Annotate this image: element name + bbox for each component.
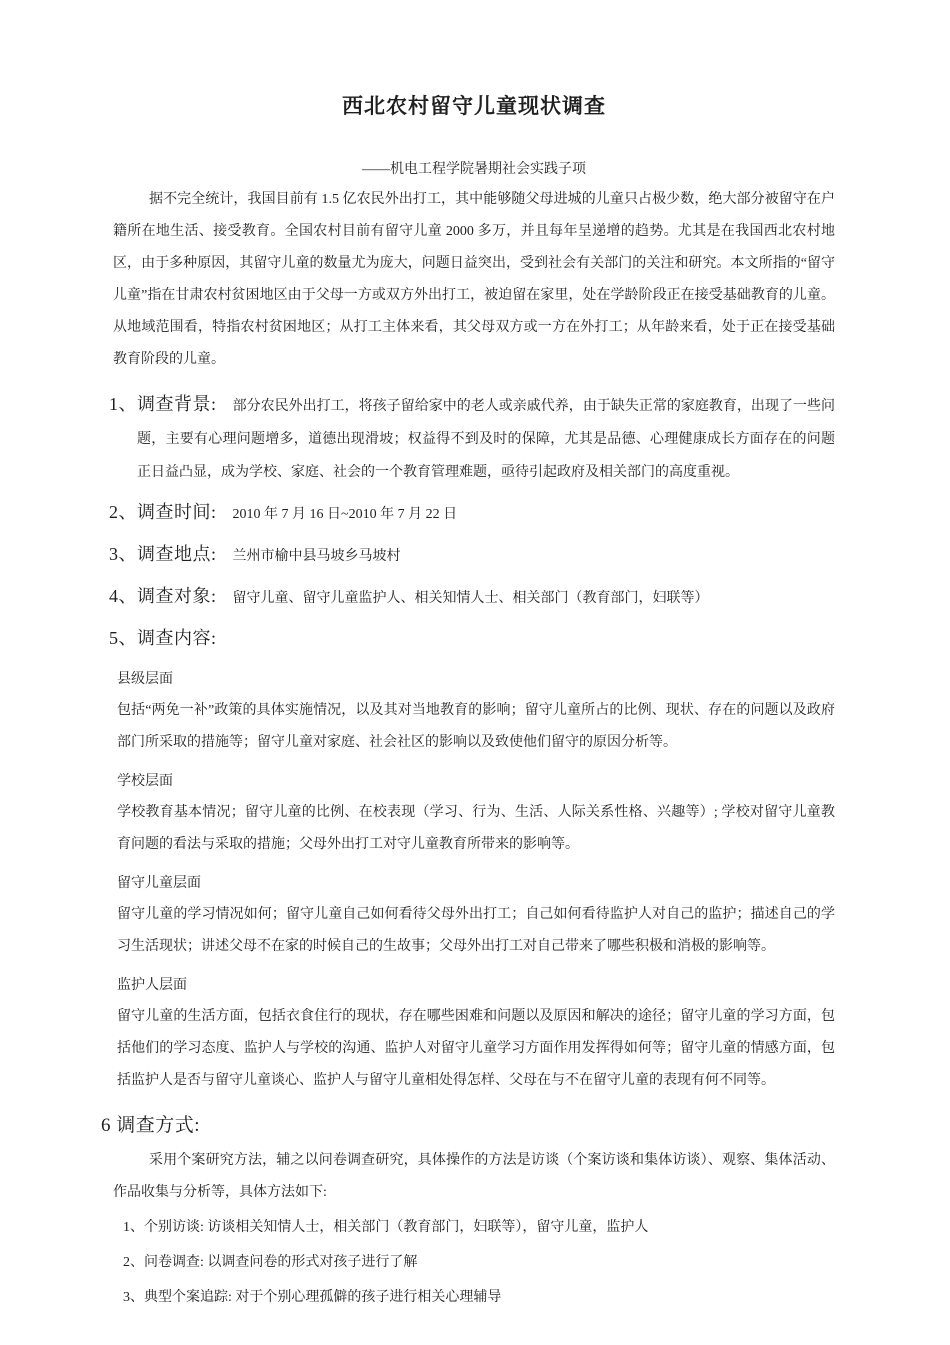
section-6-method-heading: 6 调查方式: [101, 1115, 201, 1136]
layer-county-title: 县级层面 [117, 672, 173, 687]
section-1-background [109, 388, 835, 489]
section-4-content: 留守儿童、留守儿童监护人、相关知情人士、相关部门（教育部门，妇联等） [232, 591, 709, 606]
document-subtitle: ——机电工程学院暑期社会实践子项 [362, 162, 586, 177]
layer-school-body: 学校教育基本情况；留守儿童的比例、在校表现（学习、行为、生活、人际关系性格、兴趣等）; 学校对留守儿童教育问题的看法与采取的措施；父母外出打工对守儿童教育所带来的影响等。 [117, 805, 835, 852]
method-item-interview: 1、个别访谈: 访谈相关知情人士，相关部门（教育部门，妇联等），留守儿童，监护人 [123, 1220, 649, 1235]
section-3-heading: 3、调查地点: [109, 544, 217, 564]
section-5-content-heading [109, 622, 835, 657]
intro-paragraph: 据不完全统计，我国目前有 1.5 亿农民外出打工，其中能够随父母进城的儿童只占极少数，绝大部分被留守在户籍所在地生活、接受教育。全国农村目前有留守儿童 2000 多万，并且每年呈递增的趋势。尤其是在我国西北农村地区，由于多种原因，其留守儿童的数量尤为庞大，问题日益突出，受到社会有关部门的关注和研究。本文所指的“留守儿童”指在甘肃农村贫困地区由于父母一方或双方外出打工，被迫留在家里，处在学龄阶段正在接受基础教育的儿童。从地域范围看，特指农村贫困地区；从打工主体来看，其父母双方或一方在外打工；从年龄来看，处于正在接受基础教育阶段的儿童。 [113, 192, 835, 367]
layer-school-title: 学校层面 [117, 774, 173, 789]
section-3-content: 兰州市榆中县马坡乡马坡村 [232, 549, 401, 564]
section-3-location [109, 538, 835, 573]
method-item-case-tracking: 3、典型个案追踪: 对于个别心理孤僻的孩子进行相关心理辅导 [123, 1290, 502, 1305]
section-4-heading: 4、调查对象: [109, 586, 217, 606]
survey-content-layers [113, 665, 835, 1097]
layer-guardian-body: 留守儿童的生活方面，包括衣食住行的现状，存在哪些困难和问题以及原因和解决的途径；留守儿童的学习方面，包括他们的学习态度、监护人与学校的沟通、监护人对留守儿童学习方面作用发挥得如何等；留守儿童的情感方面，包括监护人是否与留守儿童谈心、监护人与留守儿童相处得怎样、父母在与不在留守儿童的表现有何不同等。 [117, 1009, 835, 1088]
section-1-content: 部分农民外出打工，将孩子留给家中的老人或亲戚代养，由于缺失正常的家庭教育，出现了一些问题，主要有心理问题增多，道德出现滑坡；权益得不到及时的保障，尤其是品德、心理健康成长方面存在的问题正日益凸显，成为学校、家庭、社会的一个教育管理难题，亟待引起政府及相关部门的高度重视。 [137, 399, 835, 480]
section-2-content: 2010 年 7 月 16 日~2010 年 7 月 22 日 [232, 507, 458, 522]
section-2-heading: 2、调查时间: [109, 502, 217, 522]
layer-county-body: 包括“两免一补”政策的具体实施情况，以及其对当地教育的影响；留守儿童所占的比例、现状、存在的问题以及政府部门所采取的措施等；留守儿童对家庭、社会社区的影响以及致使他们留守的原因分析等。 [117, 703, 835, 750]
layer-children-title: 留守儿童层面 [117, 876, 201, 891]
method-intro-paragraph: 采用个案研究方法，辅之以问卷调查研究，具体操作的方法是访谈（个案访谈和集体访谈）、观察、集体活动、作品收集与分析等，具体方法如下: [113, 1153, 835, 1200]
document-title: 西北农村留守儿童现状调查 [342, 94, 606, 118]
section-1-heading: 1、调查背景: [109, 394, 217, 414]
section-5-heading: 5、调查内容: [109, 628, 217, 648]
section-4-subjects [109, 580, 835, 615]
method-item-questionnaire: 2、问卷调查: 以调查问卷的形式对孩子进行了解 [123, 1255, 418, 1270]
layer-children-body: 留守儿童的学习情况如何；留守儿童自己如何看待父母外出打工；自己如何看待监护人对自己的监护；描述自己的学习生活现状；讲述父母不在家的时候自己的生故事；父母外出打工对自己带来了哪些积极和消极的影响等。 [117, 907, 835, 954]
layer-guardian-title: 监护人层面 [117, 978, 187, 993]
section-2-time [109, 496, 835, 531]
